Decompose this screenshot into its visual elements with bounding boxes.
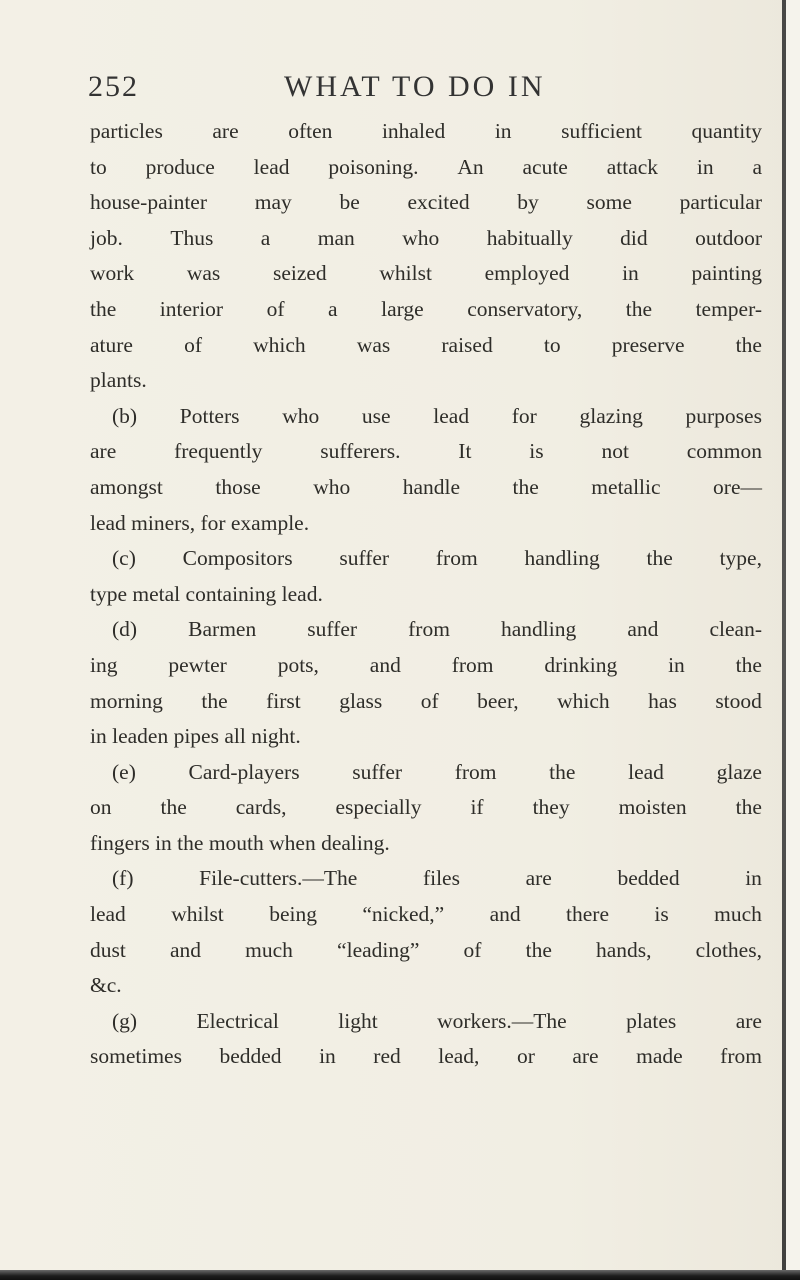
word: large <box>381 296 424 321</box>
word: which <box>557 688 610 713</box>
word: whilst <box>379 261 432 286</box>
word: from <box>408 617 450 642</box>
text-line: type metal containing lead. <box>90 581 323 606</box>
word: there <box>566 902 609 927</box>
word: they <box>532 795 570 820</box>
word: handling <box>501 617 577 642</box>
word: clothes, <box>695 937 762 962</box>
text-line <box>90 185 762 221</box>
word: ore— <box>713 474 762 499</box>
word: Card-players <box>188 759 300 784</box>
word: purposes <box>685 403 762 428</box>
word: suffer <box>307 617 358 642</box>
text-line <box>90 256 762 292</box>
word: File-cutters.—The <box>199 866 358 891</box>
word: bedded <box>219 1044 282 1069</box>
word: acute <box>522 154 568 179</box>
word: in <box>696 154 714 179</box>
word: are <box>90 439 117 464</box>
word: clean- <box>709 617 762 642</box>
word: excited <box>407 190 470 215</box>
text-line <box>90 897 762 933</box>
word: produce <box>145 154 215 179</box>
word: of <box>463 937 482 962</box>
word: of <box>184 332 203 357</box>
word: Compositors <box>182 546 293 571</box>
word: from <box>435 546 478 571</box>
word: those <box>215 474 261 499</box>
word: was <box>186 261 221 286</box>
word: the <box>160 795 187 820</box>
word: by <box>517 190 539 215</box>
word: plates <box>626 1008 677 1033</box>
word: much <box>245 937 293 962</box>
word: are <box>525 866 552 891</box>
word: man <box>317 225 355 250</box>
word: did <box>620 225 648 250</box>
word: dust <box>90 937 126 962</box>
word: raised <box>441 332 493 357</box>
word: ature <box>90 332 133 357</box>
word: the <box>201 688 228 713</box>
text-line <box>90 470 762 506</box>
word: job. <box>90 225 123 250</box>
word: temper- <box>695 296 762 321</box>
word: are <box>212 119 239 143</box>
word: poisoning. <box>328 154 419 179</box>
word: light <box>338 1008 378 1033</box>
word: who <box>402 225 440 250</box>
word: the <box>735 332 762 357</box>
word: in <box>745 866 762 891</box>
word: pewter <box>168 652 227 677</box>
word: glazing <box>579 403 643 428</box>
word: be <box>339 190 360 215</box>
text-line: in leaden pipes all night. <box>90 724 301 749</box>
word: the <box>646 546 673 571</box>
word: lead <box>433 403 470 428</box>
text-line: fingers in the mouth when dealing. <box>90 830 390 855</box>
word: a <box>260 225 271 250</box>
word: in <box>668 652 685 677</box>
word: to <box>90 154 107 179</box>
word: conservatory, <box>467 296 583 321</box>
text-line <box>90 933 762 969</box>
text-line <box>90 221 762 257</box>
word: and <box>369 652 401 677</box>
word: was <box>356 332 391 357</box>
word: quantity <box>691 119 762 143</box>
word: if <box>470 795 484 820</box>
word: are <box>735 1008 762 1033</box>
word: the <box>625 296 653 321</box>
text-line <box>90 861 762 897</box>
word: “leading” <box>337 937 420 962</box>
text-line <box>90 399 762 435</box>
word: on <box>90 795 112 820</box>
word: stood <box>715 688 762 713</box>
word: work <box>90 261 135 286</box>
word: lead, <box>438 1044 480 1069</box>
word: the <box>735 795 762 820</box>
page-bottom-edge <box>0 1270 800 1280</box>
body-text <box>90 114 762 1075</box>
word: and <box>489 902 521 927</box>
word: which <box>253 332 306 357</box>
word: and <box>169 937 202 962</box>
word: for <box>511 403 537 428</box>
text-line <box>90 1004 762 1040</box>
word: being <box>269 902 317 927</box>
word: lead <box>628 759 664 784</box>
word: beer, <box>477 688 519 713</box>
word: are <box>572 1044 599 1069</box>
word: Thus <box>170 225 214 250</box>
word: lead <box>253 154 290 179</box>
word: may <box>254 190 292 215</box>
word: “nicked,” <box>362 902 445 927</box>
word: from <box>451 652 494 677</box>
word: who <box>313 474 351 499</box>
word: attack <box>606 154 659 179</box>
text-line <box>90 612 762 648</box>
word: Barmen <box>188 617 257 642</box>
text-line <box>90 328 762 364</box>
word: from <box>720 1044 762 1069</box>
word: painting <box>691 261 762 286</box>
word: made <box>636 1044 683 1069</box>
text-line <box>90 434 762 470</box>
word: common <box>686 439 762 464</box>
text-line <box>90 1039 762 1075</box>
text-line: &c. <box>90 973 122 998</box>
word: (d) <box>112 617 138 642</box>
word: use <box>361 403 391 428</box>
word: especially <box>335 795 422 820</box>
word: who <box>282 403 320 428</box>
word: preserve <box>611 332 685 357</box>
word: metallic <box>591 474 661 499</box>
word: the <box>525 937 552 962</box>
word: particular <box>679 190 762 215</box>
word: whilst <box>171 902 224 927</box>
word: frequently <box>174 439 263 464</box>
word: habitually <box>486 225 573 250</box>
word: particles <box>90 119 163 143</box>
word: sometimes <box>90 1044 182 1069</box>
word: is <box>529 439 544 464</box>
word: Electrical <box>196 1008 279 1033</box>
text-line <box>90 755 762 791</box>
word: in <box>494 119 512 143</box>
word: (c) <box>112 546 136 571</box>
word: suffer <box>352 759 403 784</box>
word: bedded <box>617 866 680 891</box>
word: red <box>373 1044 401 1069</box>
word: glaze <box>716 759 762 784</box>
word: a <box>752 154 762 179</box>
word: moisten <box>618 795 687 820</box>
text-line <box>90 150 762 186</box>
word: (g) <box>112 1008 138 1033</box>
word: sufficient <box>561 119 642 143</box>
word: has <box>648 688 677 713</box>
word: to <box>543 332 561 357</box>
word: or <box>516 1044 535 1069</box>
word: (e) <box>112 759 136 784</box>
word: in <box>622 261 639 286</box>
word: ing <box>90 652 118 677</box>
page-binding-edge <box>782 0 786 1280</box>
text-line <box>90 684 762 720</box>
word: inhaled <box>381 119 446 143</box>
word: of <box>266 296 285 321</box>
word: amongst <box>90 474 163 499</box>
word: the <box>512 474 539 499</box>
word: workers.—The <box>437 1008 567 1033</box>
word: the <box>735 652 762 677</box>
word: not <box>601 439 629 464</box>
word: of <box>420 688 439 713</box>
text-line: plants. <box>90 368 147 393</box>
word: suffer <box>339 546 390 571</box>
text-line <box>90 292 762 328</box>
word: much <box>714 902 762 927</box>
word: lead <box>90 902 126 927</box>
word: the <box>549 759 576 784</box>
word: is <box>654 902 669 927</box>
word: (f) <box>112 866 134 891</box>
word: and <box>627 617 659 642</box>
word: pots, <box>277 652 319 677</box>
page-edge-margin <box>786 0 800 1280</box>
running-head: WHAT TO DO IN <box>284 70 546 103</box>
word: seized <box>272 261 327 286</box>
word: a <box>328 296 338 321</box>
word: handling <box>524 546 600 571</box>
word: (b) <box>112 403 138 428</box>
word: handle <box>402 474 461 499</box>
text-line: lead miners, for example. <box>90 510 310 535</box>
word: It <box>458 439 472 464</box>
word: the <box>90 296 117 321</box>
word: outdoor <box>695 225 762 250</box>
word: drinking <box>544 652 618 677</box>
word: interior <box>159 296 224 321</box>
text-line <box>90 541 762 577</box>
word: hands, <box>596 937 652 962</box>
word: some <box>586 190 632 215</box>
text-line <box>90 790 762 826</box>
word: house-painter <box>90 190 208 215</box>
word: morning <box>90 688 163 713</box>
word: type, <box>719 546 762 571</box>
word: employed <box>484 261 570 286</box>
word: in <box>319 1044 336 1069</box>
text-line <box>90 114 762 150</box>
word: files <box>422 866 460 891</box>
word: Potters <box>179 403 240 428</box>
word: glass <box>339 688 383 713</box>
page-header <box>88 70 728 110</box>
word: often <box>288 119 333 143</box>
word: sufferers. <box>320 439 401 464</box>
word: from <box>454 759 497 784</box>
word: first <box>266 688 301 713</box>
word: cards, <box>235 795 287 820</box>
page-number: 252 <box>88 70 139 103</box>
word: An <box>457 154 484 179</box>
text-line <box>90 648 762 684</box>
